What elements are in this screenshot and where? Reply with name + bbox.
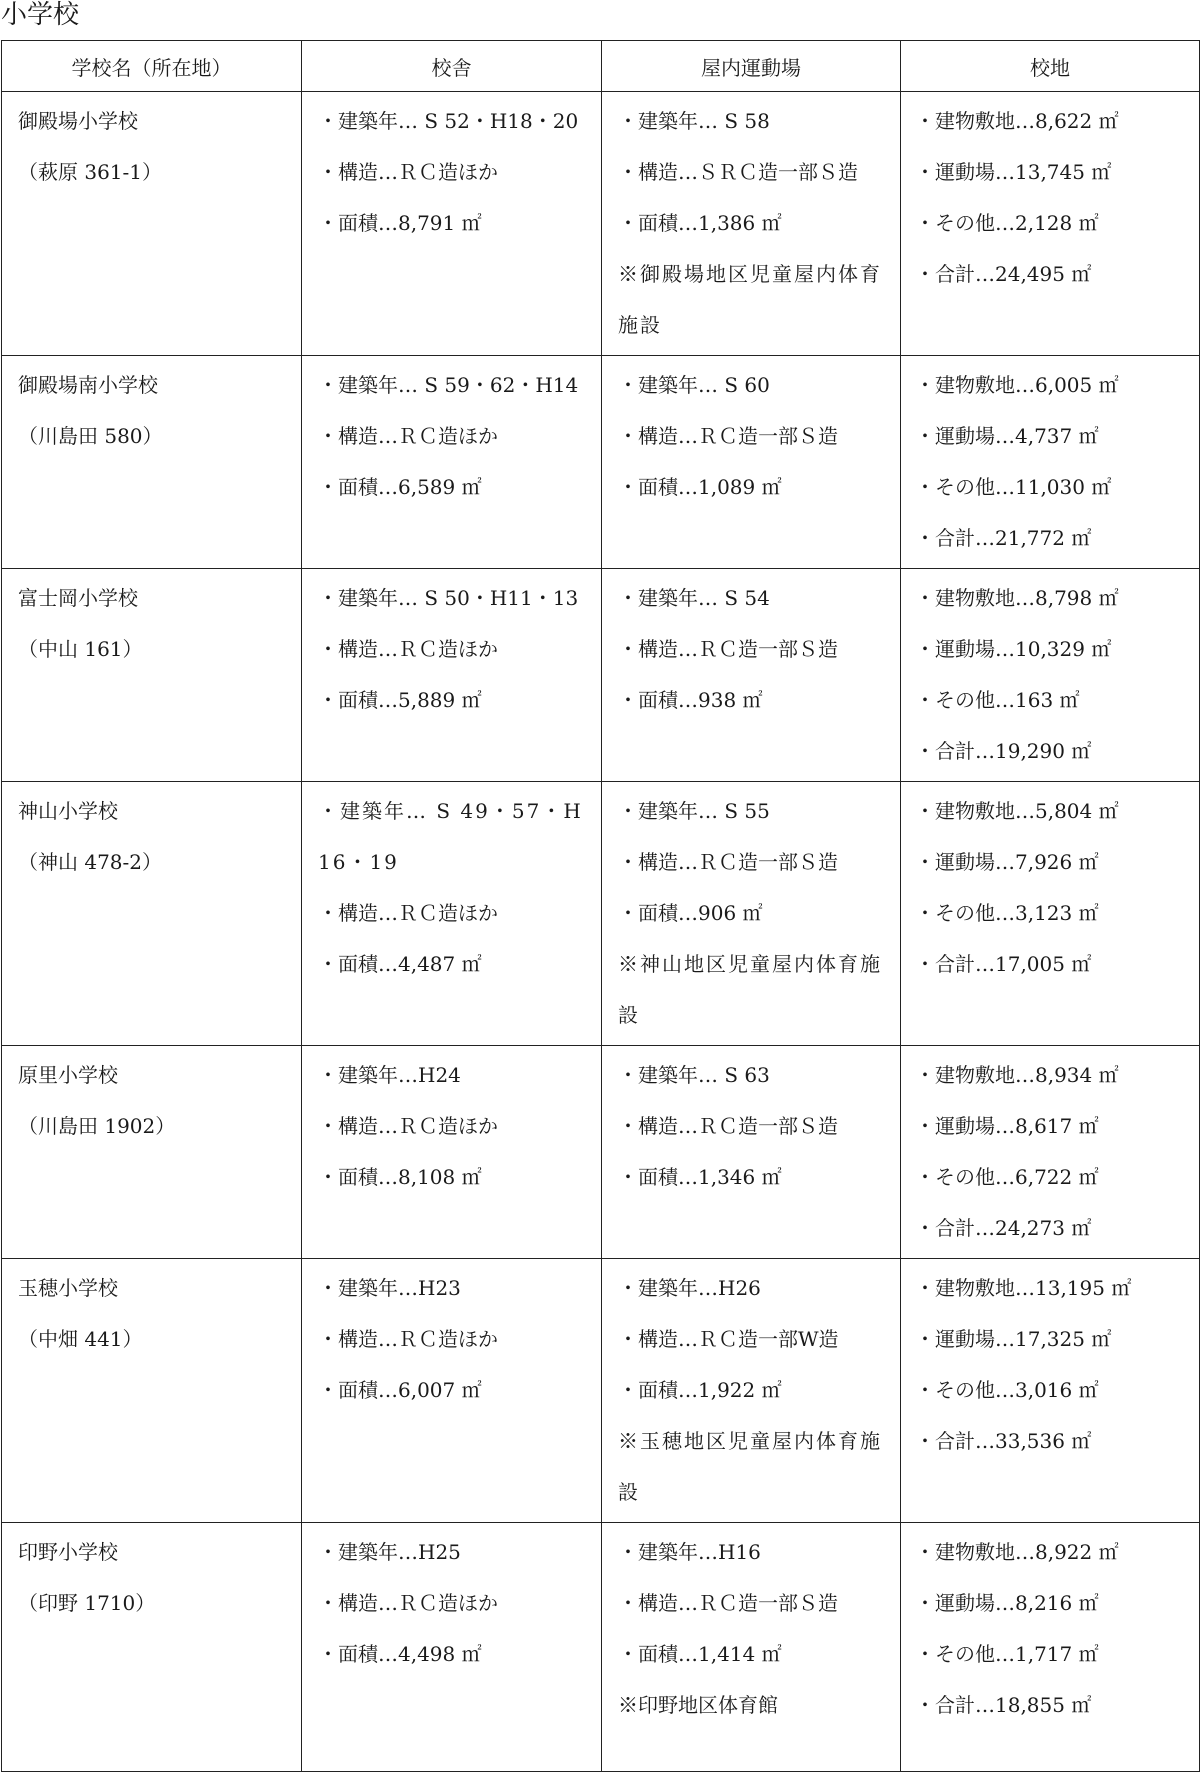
gym-year: ・建築年… S 63 — [618, 1063, 770, 1087]
gym-area: ・面積…1,922 ㎡ — [618, 1378, 782, 1402]
site-total: ・合計…19,290 ㎡ — [915, 739, 1092, 763]
table-row — [2, 1259, 1200, 1523]
building-area: ・面積…4,487 ㎡ — [318, 952, 482, 976]
site-building-land: ・建物敷地…8,622 ㎡ — [915, 109, 1119, 133]
header-site: 校地 — [901, 41, 1200, 92]
gym-structure: ・構造…ＳＲＣ造一部Ｓ造 — [618, 160, 858, 184]
site-playground: ・運動場…13,745 ㎡ — [915, 160, 1112, 184]
gym-structure: ・構造…ＲＣ造一部Ｓ造 — [618, 850, 838, 874]
school-name: 神山小学校 — [18, 799, 118, 823]
site-building-land: ・建物敷地…6,005 ㎡ — [915, 373, 1119, 397]
building-structure: ・構造…ＲＣ造ほか — [318, 901, 498, 925]
school-name: 富士岡小学校 — [18, 586, 138, 610]
building-area: ・面積…4,498 ㎡ — [318, 1642, 482, 1666]
gym-cell — [602, 1523, 901, 1772]
site-other: ・その他…6,722 ㎡ — [915, 1165, 1099, 1189]
school-cell — [2, 1259, 302, 1523]
gym-structure: ・構造…ＲＣ造一部Ｓ造 — [618, 637, 838, 661]
school-name: 印野小学校 — [18, 1540, 118, 1564]
site-other: ・その他…2,128 ㎡ — [915, 211, 1099, 235]
gym-year: ・建築年…H16 — [618, 1540, 761, 1564]
page-title: 小学校 — [1, 0, 80, 30]
building-cell — [302, 92, 602, 356]
building-cell — [302, 1523, 602, 1772]
gym-cell — [602, 1259, 901, 1523]
school-name: 御殿場小学校 — [18, 109, 138, 133]
building-cell — [302, 1046, 602, 1259]
gym-area: ・面積…906 ㎡ — [618, 901, 763, 925]
school-cell — [2, 1523, 302, 1772]
gym-note: ※神山地区児童屋内体育施設 — [618, 952, 882, 1027]
building-year: ・建築年… S 50・H11・13 — [318, 586, 579, 610]
site-cell — [901, 356, 1200, 569]
table-row — [2, 92, 1200, 356]
table-row — [2, 569, 1200, 782]
site-building-land: ・建物敷地…8,798 ㎡ — [915, 586, 1119, 610]
building-year: ・建築年…H24 — [318, 1063, 461, 1087]
school-location: （中山 161） — [18, 637, 143, 661]
gym-structure: ・構造…ＲＣ造一部W造 — [618, 1327, 839, 1351]
header-building: 校舎 — [302, 41, 602, 92]
table-header-row — [2, 41, 1200, 92]
school-location: （萩原 361-1） — [18, 160, 163, 184]
gym-year: ・建築年… S 54 — [618, 586, 770, 610]
gym-structure: ・構造…ＲＣ造一部Ｓ造 — [618, 1591, 838, 1615]
site-cell — [901, 569, 1200, 782]
table-row — [2, 782, 1200, 1046]
site-playground: ・運動場…4,737 ㎡ — [915, 424, 1099, 448]
building-cell — [302, 782, 602, 1046]
site-playground: ・運動場…10,329 ㎡ — [915, 637, 1112, 661]
site-other: ・その他…3,016 ㎡ — [915, 1378, 1099, 1402]
school-cell — [2, 1046, 302, 1259]
site-total: ・合計…33,536 ㎡ — [915, 1429, 1092, 1453]
school-cell — [2, 92, 302, 356]
school-name: 玉穂小学校 — [18, 1276, 118, 1300]
gym-area: ・面積…1,346 ㎡ — [618, 1165, 782, 1189]
gym-area: ・面積…938 ㎡ — [618, 688, 763, 712]
site-building-land: ・建物敷地…13,195 ㎡ — [915, 1276, 1132, 1300]
gym-year: ・建築年… S 60 — [618, 373, 770, 397]
site-cell — [901, 1523, 1200, 1772]
building-cell — [302, 569, 602, 782]
building-year: ・建築年…H25 — [318, 1540, 461, 1564]
school-cell — [2, 356, 302, 569]
school-location: （印野 1710） — [18, 1591, 156, 1615]
building-structure: ・構造…ＲＣ造ほか — [318, 1114, 498, 1138]
gym-area: ・面積…1,089 ㎡ — [618, 475, 782, 499]
site-playground: ・運動場…17,325 ㎡ — [915, 1327, 1112, 1351]
school-name: 御殿場南小学校 — [18, 373, 158, 397]
site-building-land: ・建物敷地…8,934 ㎡ — [915, 1063, 1119, 1087]
site-building-land: ・建物敷地…8,922 ㎡ — [915, 1540, 1119, 1564]
building-area: ・面積…5,889 ㎡ — [318, 688, 482, 712]
site-building-land: ・建物敷地…5,804 ㎡ — [915, 799, 1119, 823]
site-total: ・合計…17,005 ㎡ — [915, 952, 1092, 976]
site-other: ・その他…1,717 ㎡ — [915, 1642, 1099, 1666]
school-cell — [2, 569, 302, 782]
building-area: ・面積…8,108 ㎡ — [318, 1165, 482, 1189]
building-structure: ・構造…ＲＣ造ほか — [318, 160, 498, 184]
site-cell — [901, 92, 1200, 356]
gym-year: ・建築年… S 58 — [618, 109, 770, 133]
building-area: ・面積…6,007 ㎡ — [318, 1378, 482, 1402]
school-cell — [2, 782, 302, 1046]
school-location: （神山 478-2） — [18, 850, 163, 874]
site-total: ・合計…21,772 ㎡ — [915, 526, 1092, 550]
building-cell — [302, 356, 602, 569]
gym-area: ・面積…1,386 ㎡ — [618, 211, 782, 235]
header-school-name: 学校名（所在地） — [2, 41, 302, 92]
table-row — [2, 356, 1200, 569]
site-cell — [901, 782, 1200, 1046]
building-area: ・面積…6,589 ㎡ — [318, 475, 482, 499]
building-structure: ・構造…ＲＣ造ほか — [318, 424, 498, 448]
building-year: ・建築年…H23 — [318, 1276, 461, 1300]
header-gym: 屋内運動場 — [602, 41, 901, 92]
building-year: ・建築年… S 52・H18・20 — [318, 109, 579, 133]
site-other: ・その他…163 ㎡ — [915, 688, 1080, 712]
gym-cell — [602, 92, 901, 356]
building-structure: ・構造…ＲＣ造ほか — [318, 1327, 498, 1351]
table-row — [2, 1523, 1200, 1772]
site-other: ・その他…11,030 ㎡ — [915, 475, 1112, 499]
site-playground: ・運動場…7,926 ㎡ — [915, 850, 1099, 874]
gym-cell — [602, 1046, 901, 1259]
building-structure: ・構造…ＲＣ造ほか — [318, 1591, 498, 1615]
site-other: ・その他…3,123 ㎡ — [915, 901, 1099, 925]
school-name: 原里小学校 — [18, 1063, 118, 1087]
building-area: ・面積…8,791 ㎡ — [318, 211, 482, 235]
site-total: ・合計…18,855 ㎡ — [915, 1693, 1092, 1717]
gym-note: ※玉穂地区児童屋内体育施設 — [618, 1429, 882, 1504]
table-row — [2, 1046, 1200, 1259]
building-year: ・建築年… S 59・62・H14 — [318, 373, 579, 397]
building-cell — [302, 1259, 602, 1523]
school-location: （川島田 580） — [18, 424, 163, 448]
gym-note: ※印野地区体育館 — [618, 1693, 778, 1717]
gym-year: ・建築年… S 55 — [618, 799, 770, 823]
gym-structure: ・構造…ＲＣ造一部Ｓ造 — [618, 1114, 838, 1138]
gym-structure: ・構造…ＲＣ造一部Ｓ造 — [618, 424, 838, 448]
school-location: （川島田 1902） — [18, 1114, 176, 1138]
site-playground: ・運動場…8,617 ㎡ — [915, 1114, 1099, 1138]
gym-year: ・建築年…H26 — [618, 1276, 761, 1300]
building-year: ・建築年… S 49・57・H16・19 — [318, 799, 583, 874]
school-location: （中畑 441） — [18, 1327, 143, 1351]
site-cell — [901, 1046, 1200, 1259]
site-total: ・合計…24,495 ㎡ — [915, 262, 1092, 286]
gym-note: ※御殿場地区児童屋内体育施設 — [618, 262, 882, 337]
school-facilities-table — [1, 40, 1200, 1772]
gym-cell — [602, 782, 901, 1046]
gym-cell — [602, 569, 901, 782]
site-cell — [901, 1259, 1200, 1523]
gym-cell — [602, 356, 901, 569]
site-total: ・合計…24,273 ㎡ — [915, 1216, 1092, 1240]
site-playground: ・運動場…8,216 ㎡ — [915, 1591, 1099, 1615]
building-structure: ・構造…ＲＣ造ほか — [318, 637, 498, 661]
gym-area: ・面積…1,414 ㎡ — [618, 1642, 782, 1666]
